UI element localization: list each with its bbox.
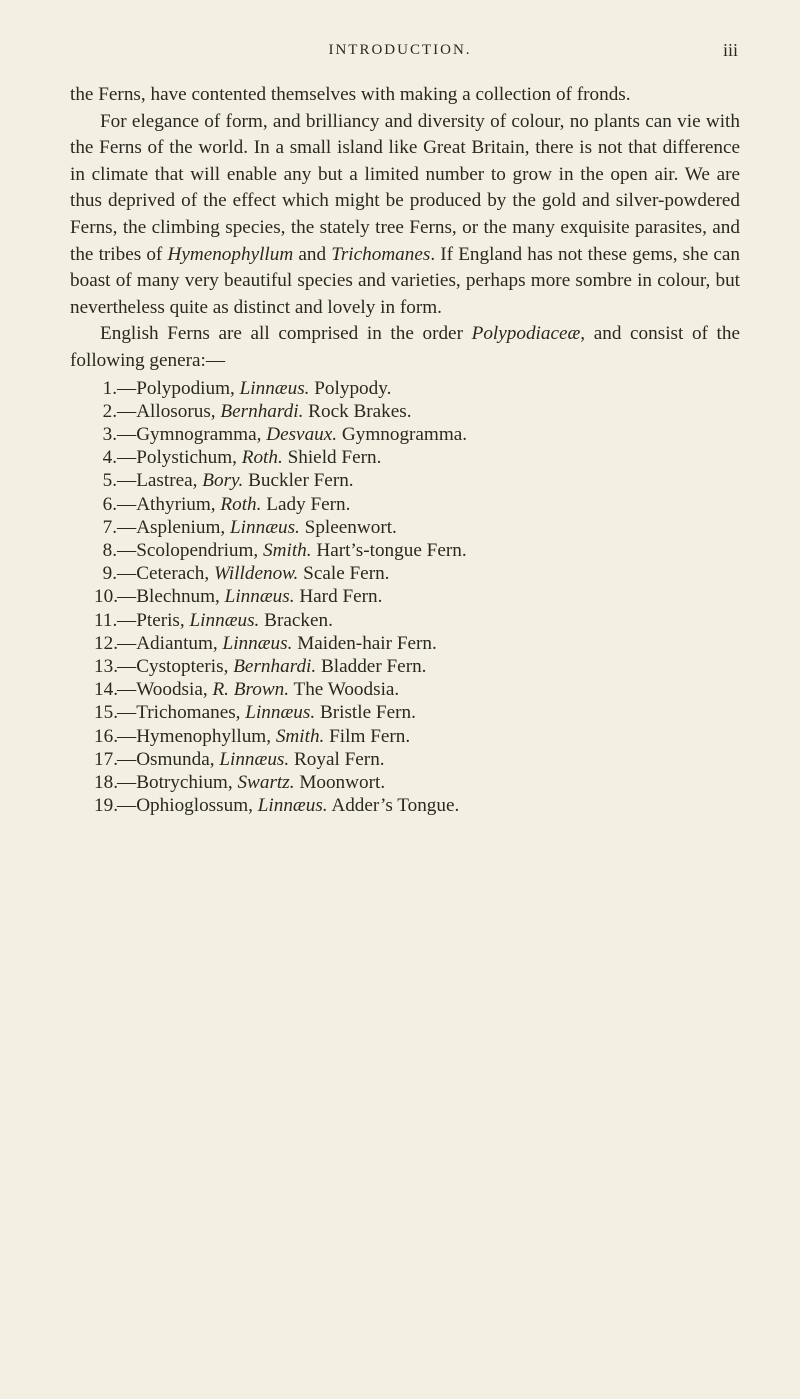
page-number: iii	[722, 40, 738, 60]
genus-item	[94, 562, 740, 585]
genus-authority: Bory.	[202, 470, 244, 492]
genus-authority: Linnæus.	[219, 748, 290, 770]
italic-term: Polypodiaceæ	[471, 323, 581, 345]
genus-common-name: Moonwort.	[294, 771, 386, 793]
genus-name: —Trichomanes,	[117, 702, 246, 724]
genus-common-name: Lady Fern.	[261, 493, 351, 515]
genus-name: —Ceterach,	[117, 563, 214, 585]
genus-name: —Allosorus,	[117, 400, 221, 422]
genus-name: —Scolopendrium,	[117, 539, 264, 561]
genus-authority: Smith.	[275, 725, 325, 747]
genus-authority: Linnæus.	[224, 586, 295, 608]
genus-name: —Woodsia,	[117, 679, 213, 701]
genus-common-name: The Woodsia.	[289, 679, 400, 701]
genus-common-name: Hard Fern.	[294, 586, 383, 608]
genus-item	[94, 400, 740, 423]
genus-item	[94, 493, 740, 516]
genus-authority: Linnæus.	[230, 516, 300, 538]
genus-name: —Polypodium,	[117, 377, 240, 399]
genus-authority: Linnæus.	[222, 632, 293, 654]
body-text	[70, 82, 740, 817]
genus-name: —Botrychium,	[117, 771, 238, 793]
genus-name: —Ophioglossum,	[117, 795, 258, 817]
text-run: , and consist of the following genera:—	[70, 323, 740, 371]
genus-number: 17.	[94, 748, 118, 770]
genus-common-name: Rock Brakes.	[303, 400, 412, 422]
paragraph-ferns-elegance	[70, 109, 740, 322]
genus-item	[94, 725, 740, 748]
genus-number: 1.	[102, 377, 117, 399]
paragraph-genera-intro	[70, 321, 740, 374]
genus-item	[94, 748, 740, 771]
genus-authority: Linnæus.	[189, 609, 260, 631]
genus-name: —Gymnogramma,	[117, 423, 267, 445]
genus-common-name: Film Fern.	[324, 725, 411, 747]
running-head-title: INTRODUCTION.	[328, 42, 472, 58]
genus-authority: Bernhardi.	[220, 400, 304, 422]
genus-number: 5.	[102, 470, 117, 492]
genus-name: —Osmunda,	[117, 748, 220, 770]
genus-authority: Roth.	[220, 493, 262, 515]
genus-number: 15.	[94, 702, 118, 724]
genus-item	[94, 701, 740, 724]
genus-number: 4.	[102, 447, 117, 469]
genus-name: —Lastrea,	[117, 470, 203, 492]
genus-number: 18.	[94, 771, 118, 793]
genus-authority: R. Brown.	[212, 679, 290, 701]
genus-number: 6.	[102, 493, 117, 515]
genus-item	[94, 469, 740, 492]
text-run: the Ferns, have contented themselves with making a collection of fronds.	[70, 84, 631, 105]
running-head	[0, 42, 800, 66]
genus-name: —Polystichum,	[117, 447, 242, 469]
genus-common-name: Bristle Fern.	[315, 702, 416, 724]
genus-authority: Bernhardi.	[233, 655, 317, 677]
genus-name: —Pteris,	[117, 609, 190, 631]
genus-common-name: Scale Fern.	[298, 563, 390, 585]
text-run: and	[293, 243, 332, 265]
genus-common-name: Royal Fern.	[289, 748, 385, 770]
genus-name: —Cystopteris,	[117, 655, 234, 677]
genus-common-name: Bracken.	[259, 609, 333, 631]
genus-item	[94, 609, 740, 632]
paragraph-continuation	[70, 82, 740, 109]
text-run: . If England has not these gems, she can boast of many very beautiful species and varieties, perhaps more sombre in colour, but nevertheless quite as distinct and lovely in form.	[70, 243, 740, 318]
genus-name: —Blechnum,	[117, 586, 225, 608]
genus-item	[94, 539, 740, 562]
genus-authority: Willdenow.	[213, 563, 299, 585]
genus-common-name: Maiden-hair Fern.	[292, 632, 437, 654]
genus-common-name: Shield Fern.	[282, 447, 382, 469]
genus-number: 2.	[102, 400, 117, 422]
genus-common-name: Polypody.	[309, 377, 392, 399]
genus-number: 16.	[94, 725, 118, 747]
genus-name: —Hymenophyllum,	[117, 725, 276, 747]
genus-authority: Linnæus.	[239, 377, 310, 399]
genus-authority: Linnæus.	[257, 795, 328, 817]
genus-item	[94, 516, 740, 539]
genus-authority: Desvaux.	[266, 423, 338, 445]
genus-number: 11.	[94, 609, 118, 631]
genus-item	[94, 423, 740, 446]
genus-item	[94, 678, 740, 701]
genus-authority: Swartz.	[237, 771, 295, 793]
text-run: For elegance of form, and brilliancy and diversity of colour, no plants can vie with the Ferns of the world. In a small island like Great Britain, there is not that difference in climate that will enable any but a limited number to grow in the open air. We are thus deprived of the effect which might be produced by the gold and silver-powdered Ferns, the climbing species, the stately tree Ferns, or the many exquisite parasites, and the tribes of	[70, 110, 740, 265]
genus-common-name: Hart’s-tongue Fern.	[311, 539, 467, 561]
italic-term: Trichomanes	[331, 243, 431, 265]
genus-item	[94, 794, 740, 817]
genus-number: 7.	[102, 516, 117, 538]
genus-item	[94, 585, 740, 608]
genus-authority: Roth.	[241, 447, 283, 469]
genus-authority: Smith.	[263, 539, 312, 561]
genera-list	[70, 377, 740, 818]
genus-common-name: Adder’s Tongue.	[327, 795, 460, 817]
genus-common-name: Gymnogramma.	[337, 423, 468, 445]
genus-common-name: Bladder Fern.	[316, 655, 427, 677]
genus-number: 19.	[94, 795, 118, 817]
genus-number: 9.	[102, 563, 117, 585]
genus-number: 3.	[102, 423, 117, 445]
genus-authority: Linnæus.	[245, 702, 316, 724]
genus-number: 10.	[94, 586, 118, 608]
genus-number: 8.	[102, 539, 117, 561]
genus-number: 14.	[94, 679, 118, 701]
genus-name: —Adiantum,	[117, 632, 223, 654]
genus-item	[94, 655, 740, 678]
genus-number: 13.	[94, 655, 118, 677]
genus-item	[94, 632, 740, 655]
genus-common-name: Spleenwort.	[299, 516, 397, 538]
italic-term: Hymenophyllum	[167, 243, 294, 265]
genus-common-name: Buckler Fern.	[243, 470, 354, 492]
genus-name: —Athyrium,	[117, 493, 221, 515]
genus-item	[94, 771, 740, 794]
genus-item	[94, 446, 740, 469]
genus-number: 12.	[94, 632, 118, 654]
text-run: English Ferns are all comprised in the order	[100, 323, 472, 345]
genus-name: —Asplenium,	[117, 516, 230, 538]
genus-item	[94, 377, 740, 400]
